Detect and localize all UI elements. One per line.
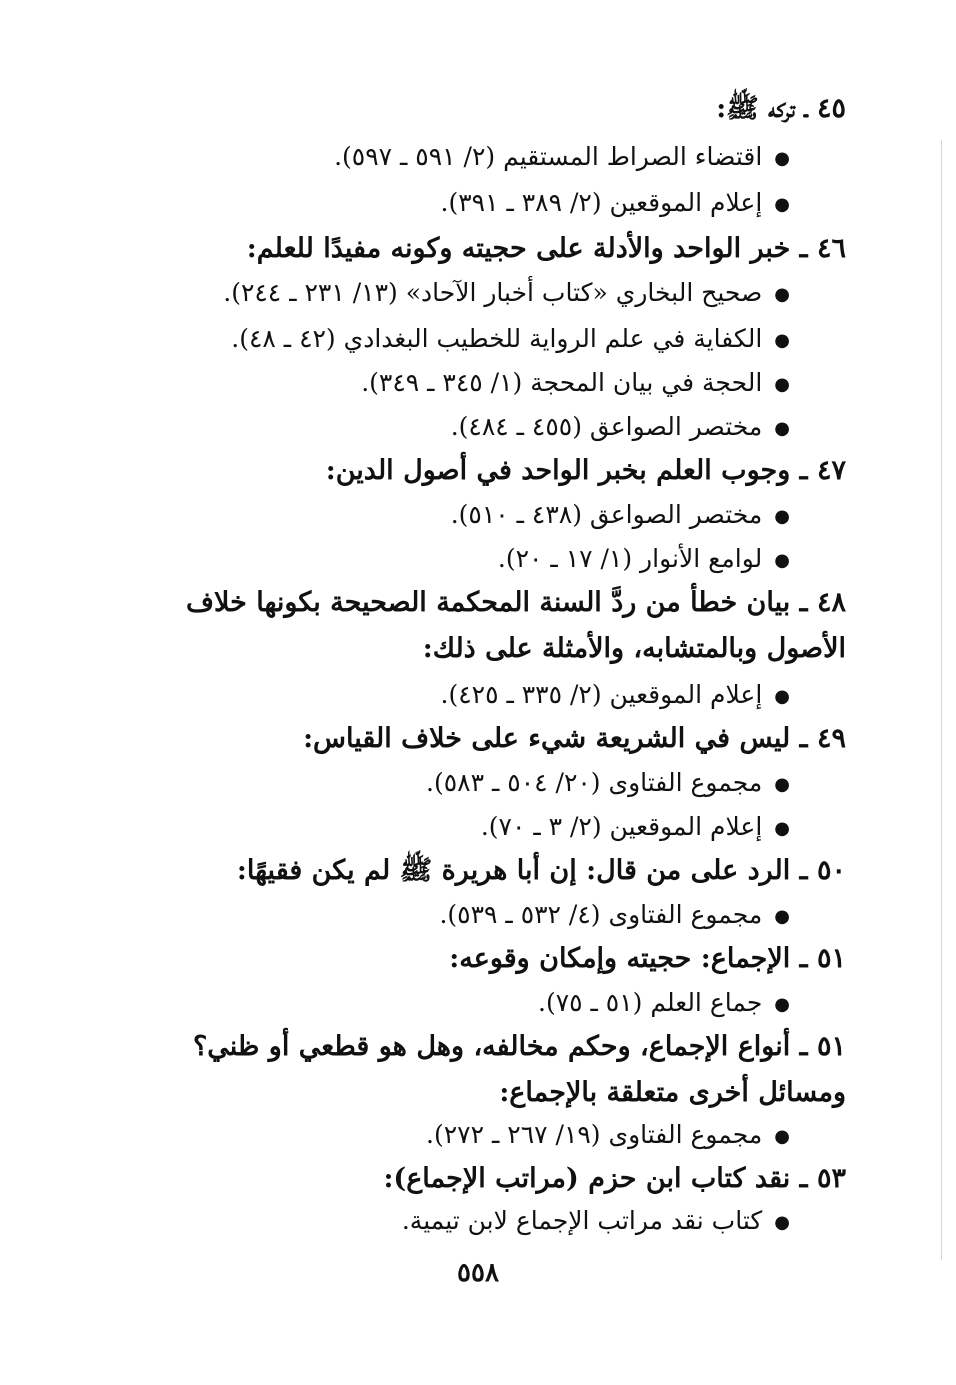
reference-text: مختصر الصواعق (٤٣٨ ـ ٥١٠).: [450, 500, 763, 529]
section-heading-46: ٤٦ ـ خبر الواحد والأدلة على حجيته وكونه مفيدًا للعلم:: [246, 233, 846, 264]
section-heading-51: ٥١ ـ الإجماع: حجيته وإمكان وقوعه:: [449, 943, 846, 974]
reference-text: إعلام الموقعين (٢/ ٣ ـ ٧٠).: [480, 812, 763, 841]
reference-text: الكفاية في علم الرواية للخطيب البغدادي (٤٢ ـ ٤٨).: [231, 324, 763, 353]
bullet-icon: ●: [774, 283, 790, 305]
reference-text: صحيح البخاري «كتاب أخبار الآحاد» (١٣/ ٢٣١ ـ ٢٤٤).: [223, 278, 763, 307]
reference-text: مختصر الصواعق (٤٥٥ ـ ٤٨٤).: [450, 412, 763, 441]
reference-item: [106, 360, 846, 406]
reference-item: [106, 134, 846, 180]
section-heading-53: ٥٣ ـ نقد كتاب ابن حزم (مراتب الإجماع):: [383, 1163, 846, 1194]
reference-item: [106, 980, 846, 1026]
reference-text: مجموع الفتاوى (٢٠/ ٥٠٤ ـ ٥٨٣).: [426, 768, 763, 797]
page-edge-line: [941, 140, 942, 1260]
bullet-icon: ●: [774, 817, 790, 839]
bullet-icon: ●: [774, 905, 790, 927]
reference-text: إعلام الموقعين (٢/ ٣٨٩ ـ ٣٩١).: [440, 188, 763, 217]
reference-item: [106, 672, 846, 718]
section-heading-49: ٤٩ ـ ليس في الشريعة شيء على خلاف القياس:: [303, 723, 846, 754]
reference-item: [106, 270, 846, 316]
bullet-icon: ●: [774, 329, 790, 351]
reference-item: [106, 1112, 846, 1158]
page-number: ٥٥٨: [457, 1258, 499, 1288]
reference-text: جماع العلم (٥١ ـ ٧٥).: [538, 988, 763, 1017]
bullet-icon: ●: [774, 549, 790, 571]
reference-item: [106, 180, 846, 226]
bullet-icon: ●: [774, 505, 790, 527]
reference-text: مجموع الفتاوى (١٩/ ٢٦٧ ـ ٢٧٢).: [426, 1120, 763, 1149]
reference-item: [106, 1198, 846, 1244]
section-heading-50: ٥٠ ـ الرد على من قال: إن أبا هريرة ﷺ لم يكن فقيهًا:: [236, 855, 846, 886]
reference-item: [106, 316, 846, 362]
reference-item: [106, 404, 846, 450]
section-heading-48: ٤٨ ـ بيان خطأ من ردَّ السنة المحكمة الصحيحة بكونها خلاف الأصول وبالمتشابه، والأمثلة على ذلك:: [186, 587, 846, 664]
section-heading-45: ٤٥ ـ تركه ﷺ:: [716, 93, 846, 124]
bullet-icon: ●: [774, 147, 790, 169]
bullet-icon: ●: [774, 373, 790, 395]
reference-item: [106, 804, 846, 850]
reference-text: اقتضاء الصراط المستقيم (٢/ ٥٩١ ـ ٥٩٧).: [334, 142, 763, 171]
reference-item: [106, 536, 846, 582]
reference-item: [106, 760, 846, 806]
bullet-icon: ●: [774, 193, 790, 215]
bullet-icon: ●: [774, 685, 790, 707]
bullet-icon: ●: [774, 1125, 790, 1147]
section-heading-47: ٤٧ ـ وجوب العلم بخبر الواحد في أصول الدين:: [325, 455, 846, 486]
reference-text: كتاب نقد مراتب الإجماع لابن تيمية.: [401, 1206, 763, 1235]
bullet-icon: ●: [774, 993, 790, 1015]
reference-text: مجموع الفتاوى (٤/ ٥٣٢ ـ ٥٣٩).: [439, 900, 763, 929]
reference-text: إعلام الموقعين (٢/ ٣٣٥ ـ ٤٢٥).: [440, 680, 763, 709]
bullet-icon: ●: [774, 773, 790, 795]
bullet-icon: ●: [774, 417, 790, 439]
reference-text: لوامع الأنوار (١/ ١٧ ـ ٢٠).: [497, 544, 763, 573]
reference-item: [106, 892, 846, 938]
section-heading-51b: ٥١ ـ أنواع الإجماع، وحكم مخالفه، وهل هو قطعي أو ظني؟ ومسائل أخرى متعلقة بالإجماع:: [192, 1031, 846, 1108]
reference-item: [106, 492, 846, 538]
bullet-icon: ●: [774, 1211, 790, 1233]
reference-text: الحجة في بيان المحجة (١/ ٣٤٥ ـ ٣٤٩).: [361, 368, 763, 397]
